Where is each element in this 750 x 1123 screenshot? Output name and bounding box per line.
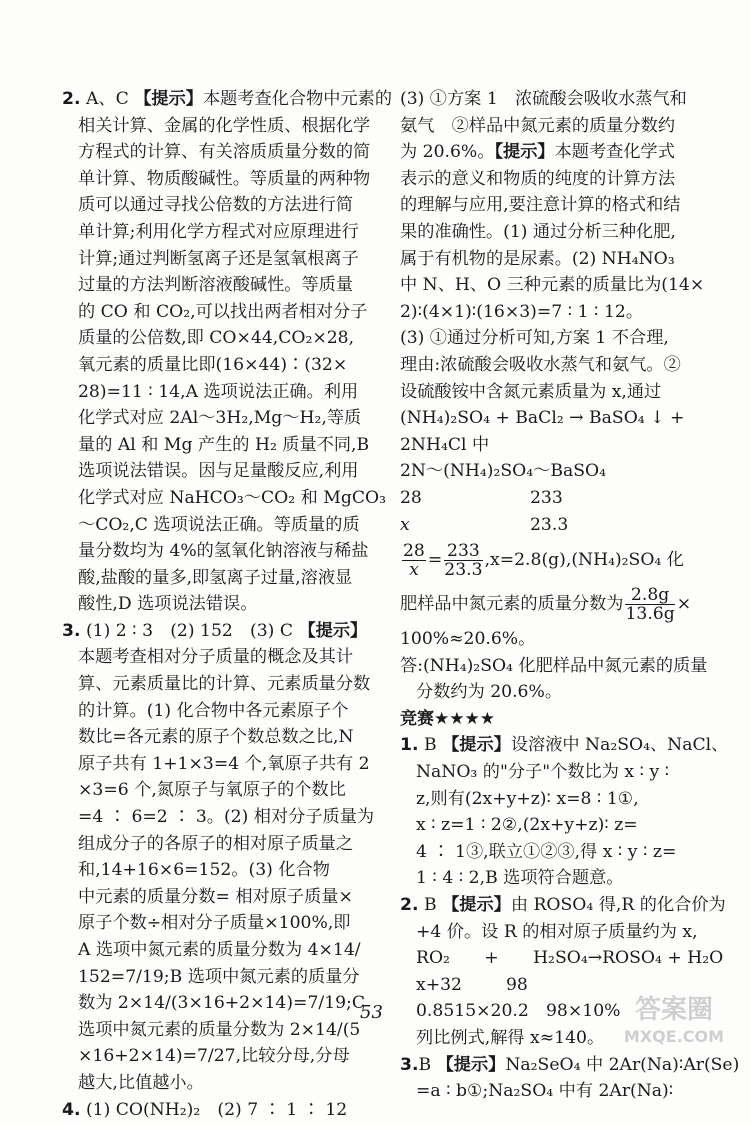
hint-label: 【提示】: [436, 1054, 506, 1075]
answer-4-line: [62, 1097, 382, 1123]
ratio-right: 98: [506, 974, 528, 995]
answer-2-line: [62, 86, 393, 113]
fraction: [625, 586, 674, 623]
text-line: 质量的公倍数,即 CO×44,CO₂×28,: [78, 328, 355, 349]
text-line: 28)=11 ∶ 14,A 选项说法正确。利用: [78, 381, 359, 402]
fraction: [444, 542, 482, 579]
text-line: 4 ∶ 1③,联立①②③,得 x ∶ y ∶ z=: [416, 841, 677, 862]
question-number: 2.: [62, 89, 81, 109]
hint-label: 【提示】: [442, 735, 511, 756]
equation-line: (NH₄)₂SO₄ + BaCl₂ → BaSO₄ ↓ +: [400, 408, 685, 429]
answer-text: B: [418, 1054, 437, 1075]
text-line: 化学式对应 NaHCO₃～CO₂ 和 MgCO₃: [78, 487, 386, 508]
ratio-left: x: [400, 514, 410, 535]
text-line: 酸,盐酸的量多,即氢离子过量,溶液显: [78, 567, 353, 588]
text-line: 数比=各元素的原子个数总数之比,N: [78, 727, 354, 748]
text-line: 中 N、H、O 三种元素的质量比为(14×: [400, 275, 705, 296]
text-line: 相关计算、金属的化学性质、根据化学: [78, 115, 371, 136]
question-number: 2.: [400, 895, 419, 916]
ratio-line: [400, 512, 700, 539]
text-line: 单计算、物质酸碱性。等质量的两种物: [78, 168, 371, 189]
text-line: ×3=6 个,氮原子与氧原子的个数比: [78, 780, 346, 801]
ratio-line: 0.8515×20.2 98×10%: [416, 1001, 621, 1022]
answer-statement: 答:(NH₄)₂SO₄ 化肥样品中氮元素的质量: [400, 655, 708, 676]
explanation-text: Na₂SeO₄ 中 2Ar(Na)∶Ar(Se): [505, 1054, 740, 1075]
equals-sign: =: [427, 550, 443, 571]
hint-label: 【提示】: [298, 620, 368, 641]
question-number: 1.: [400, 735, 419, 756]
text-line: 质可以通过寻找公倍数的方法进行简: [78, 195, 354, 216]
text-line: ～CO₂,C 选项说法正确。等质量的质: [78, 514, 360, 535]
text-line: 选项中氮元素的质量分数为 2×14/(5: [78, 1019, 361, 1040]
text-line: 表示的意义和物质的纯度的计算方法: [400, 168, 676, 189]
text-line: 152=7/19;B 选项中氮元素的质量分: [78, 966, 360, 987]
answer-statement: 分数约为 20.6%。: [416, 682, 563, 703]
text-line: =4 ∶ 6=2 ∶ 3。(2) 相对分子质量为: [78, 807, 375, 828]
hint-label: 【提示】: [134, 89, 203, 109]
text-line: 氧元素的质量比即(16×44)∶(32×: [78, 354, 348, 375]
text-line: 的理解与应用,要注意计算的格式和结: [400, 195, 681, 216]
equation-line: 2N～(NH₄)₂SO₄～BaSO₄: [400, 461, 606, 482]
text-line: [400, 139, 700, 166]
proportion-line: [400, 538, 700, 582]
text-line: 设硫酸铵中含氮元素质量为 x,通过: [400, 381, 662, 402]
hint-label: 【提示】: [442, 895, 511, 916]
ratio-line: [400, 485, 700, 512]
equation-line: RO₂ + H₂SO₄→ROSO₄ + H₂O: [416, 948, 724, 969]
times-sign: ×: [676, 594, 692, 615]
question-number: 4.: [62, 1099, 81, 1120]
denominator: 13.6g: [625, 604, 675, 625]
text-line: NaNO₃ 的"分子"个数比为 x ∶ y ∶: [416, 762, 670, 783]
text-line: 酸性,D 选项说法错误。: [78, 594, 258, 615]
text-line: z,则有(2x+y+z)∶ x=8 ∶ 1①,: [416, 788, 639, 809]
text-line: 果的准确性。(1) 通过分析三种化肥,: [400, 221, 676, 242]
explanation-text: 本题考查化学式: [554, 142, 675, 163]
text-line: 越大,比值越小。: [78, 1072, 204, 1093]
text-line: 和,14+16×6=152。(3) 化合物: [78, 860, 330, 881]
text-line: 的 CO 和 CO₂,可以找出两者相对分子: [78, 301, 368, 322]
question-number: 3.: [62, 620, 81, 641]
fraction-line: [400, 582, 700, 626]
text-line: 量分数均为 4%的氢氧化钠溶液与稀盐: [78, 541, 369, 562]
text-line: 2)∶(4×1)∶(16×3)=7 ∶ 1 ∶ 12。: [400, 301, 644, 322]
text-line: 原子共有 1+1×3=4 个,氧原子共有 2: [78, 753, 370, 774]
answer-text: (1) CO(NH₂)₂ (2) 7 ∶ 1 ∶ 12: [80, 1099, 348, 1120]
watermark-line2: MXQE.COM: [623, 1027, 725, 1046]
answer-text: B: [418, 895, 443, 916]
answer-text: A、C: [80, 89, 135, 109]
text-line: 组成分子的各原子的相对原子质量之: [78, 833, 354, 854]
text-line: 本题考查相对分子质量的概念及其计: [78, 647, 354, 668]
text-line: 单计算;利用化学方程式对应原理进行: [78, 221, 359, 242]
text-line: 列比例式,解得 x≈140。: [416, 1028, 605, 1048]
text-line: =a ∶ b①;Na₂SO₄ 中有 2Ar(Na)∶: [416, 1081, 674, 1102]
text-line: 化学式对应 2Al～3H₂,Mg～H₂,等质: [78, 408, 362, 429]
hint-label: 【提示】: [494, 142, 555, 163]
denominator: x: [409, 560, 419, 581]
ratio-right: 23.3: [530, 514, 569, 535]
ratio-left: x+32: [416, 974, 462, 995]
text-line: 原子个数÷相对分子质量×100%,即: [78, 913, 351, 934]
numerator: 2.8g: [625, 586, 674, 605]
ratio-right: 233: [530, 487, 563, 508]
text-line: 氨气 ②样品中氮元素的质量分数约: [400, 115, 676, 136]
page-number: 53: [360, 1002, 383, 1023]
answer-3-line: [62, 618, 382, 645]
text-line: 100%≈20.6%。: [400, 629, 536, 650]
text-line: 方程式的计算、有关溶质质量分数的简: [78, 142, 371, 163]
text-line: 量的 Al 和 Mg 产生的 H₂ 质量不同,B: [78, 434, 370, 455]
text-run: ,x=2.8(g),(NH₄)₂SO₄ 化: [484, 550, 684, 571]
denominator: 23.3: [444, 560, 483, 581]
fraction: [402, 542, 426, 579]
question-number: 3.: [400, 1054, 419, 1075]
equation-line: 2NH₄Cl 中: [400, 434, 490, 455]
text-line: 计算;通过判断氢离子还是氢氧根离子: [78, 248, 359, 269]
numerator: 28: [403, 541, 425, 562]
answer-1-line: [400, 732, 729, 759]
answer-3-line: [400, 1052, 740, 1079]
text-line: 理由:浓硫酸会吸收水蒸气和氨气。②: [400, 354, 681, 375]
text-line: ×16+2×14)=7/27,比较分母,分母: [78, 1046, 350, 1067]
text-line: 属于有机物的是尿素。(2) NH₄NO₃: [400, 248, 675, 269]
ratio-left: 28: [400, 487, 422, 508]
text-line: (3) ①方案 1 浓硫酸会吸收水蒸气和: [400, 89, 687, 109]
text-line: 数为 2×14/(3×16+2×14)=7/19;C: [78, 993, 366, 1014]
answer-2-line: [400, 892, 726, 919]
left-column: [62, 86, 393, 1123]
answer-text: 为 20.6%。: [400, 142, 495, 163]
text-line: 算、元素质量比的计算、元素质量分数: [78, 674, 371, 695]
text-line: A 选项中氮元素的质量分数为 4×14/: [78, 940, 361, 960]
numerator: 233: [444, 542, 482, 561]
text-line: 过量的方法判断溶液酸碱性。等质量: [78, 275, 354, 296]
answer-text: B: [418, 735, 443, 756]
answer-text: (1) 2 ∶ 3 (2) 152 (3) C: [80, 620, 299, 641]
text-line: 选项说法错误。因与足量酸反应,利用: [78, 461, 359, 482]
explanation-text: 由 ROSO₄ 得,R 的化合价为: [510, 895, 726, 916]
explanation-text: 本题考查化合物中元素的: [202, 89, 393, 109]
watermark-logo: [612, 988, 736, 1050]
text-line: (3) ①通过分析可知,方案 1 不合理,: [400, 328, 669, 349]
text-line: 中元素的质量分数= 相对原子质量×: [78, 886, 353, 907]
section-heading: 竞赛★★★★: [400, 708, 495, 729]
text-run: 肥样品中氮元素的质量分数为: [400, 594, 624, 615]
watermark-line1: 答案圈: [634, 995, 714, 1025]
text-line: +4 价。设 R 的相对原子质量约为 x,: [416, 921, 698, 942]
right-column: [400, 86, 740, 1105]
text-line: 1 ∶ 4 ∶ 2,B 选项符合题意。: [416, 868, 624, 889]
text-line: 的计算。(1) 化合物中各元素原子个: [78, 700, 349, 721]
explanation-text: 设溶液中 Na₂SO₄、NaCl、: [510, 735, 729, 756]
text-line: x ∶ z=1 ∶ 2②,(2x+y+z)∶ z=: [416, 815, 638, 836]
